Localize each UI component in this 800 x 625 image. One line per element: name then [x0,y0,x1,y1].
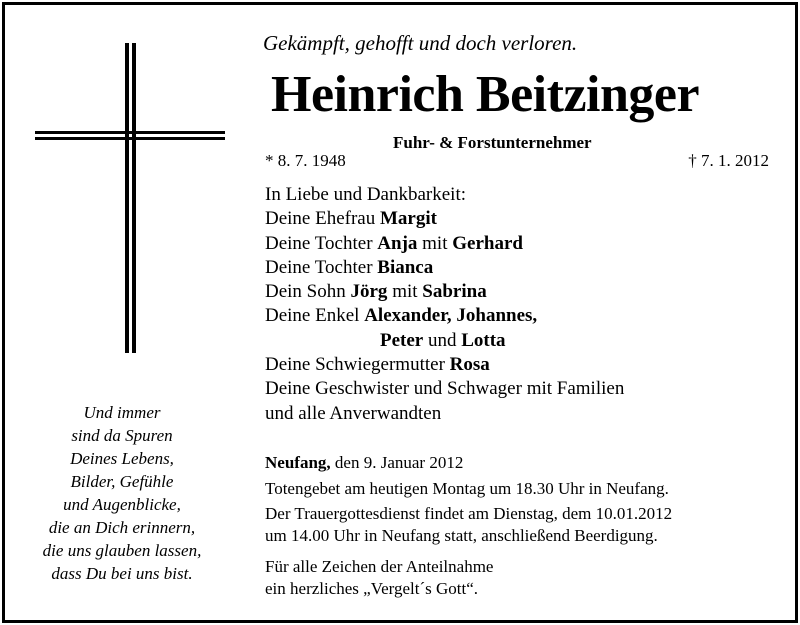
mourner-name: Alexander, Johannes, [364,305,538,327]
mourners-list [265,183,624,426]
mourner-label: Dein Sohn [265,281,351,303]
thanks-line-2: ein herzliches „Vergelt´s Gott“. [265,578,479,598]
funeral-info [265,452,672,599]
mourner-son [265,280,624,304]
prayer-info: Totengebet am heutigen Montag um 18.30 Uhr in Neufang. [265,478,669,498]
mourner-name: Jörg [350,281,388,303]
mourner-name: Rosa [449,354,490,376]
poem-line: die uns glauben lassen, [42,541,202,560]
birth-date: * 8. 7. 1948 [265,151,346,170]
poem-line: Deines Lebens, [70,449,174,468]
mourner-name: Sabrina [422,281,487,303]
poem-line: sind da Spuren [71,426,173,445]
obituary-notice [2,2,798,623]
mourner-name: Anja [377,232,418,254]
death-date: † 7. 1. 2012 [688,151,769,170]
mourners-intro: In Liebe und Dankbarkeit: [265,184,467,205]
mourner-daughter-1 [265,232,624,256]
mourner-siblings: Deine Geschwister und Schwager mit Familien [265,378,625,400]
poem-line: dass Du bei uns bist. [51,564,193,583]
mourner-mother-in-law [265,353,624,377]
poem-line: Und immer [83,403,161,422]
deceased-name: Heinrich Beitzinger [271,66,700,123]
mourner-wife [265,207,624,231]
motto: Gekämpft, gehofft und doch verloren. [263,31,578,55]
mourner-name: Peter [380,329,424,351]
place-date [265,452,672,474]
mourner-connector: mit [417,232,453,254]
mourner-relatives: und alle Anverwandten [265,402,442,424]
place: Neufang, [265,453,331,472]
mourner-daughter-2 [265,256,624,280]
mourner-label: Deine Enkel [265,305,365,327]
mourner-label: Deine Tochter [265,256,378,278]
thanks-line-1: Für alle Zeichen der Anteilnahme [265,557,494,576]
mourner-label: Deine Tochter [265,232,378,254]
service-info-line-2: um 14.00 Uhr in Neufang statt, anschließend Beerdigung. [265,525,658,545]
mourner-name: Lotta [461,329,506,351]
mourner-grandchildren-cont [265,329,624,353]
mourner-name: Gerhard [452,232,523,254]
poem-line: Bilder, Gefühle [70,472,174,491]
poem [29,401,215,585]
occupation: Fuhr- & Forstunternehmer [393,133,592,152]
mourner-label: Deine Ehefrau [265,208,380,230]
mourner-name: Margit [380,208,437,230]
poem-line: die an Dich erinnern, [48,518,196,537]
date: den 9. Januar 2012 [330,453,464,472]
mourner-label: Deine Schwiegermutter [265,354,450,376]
mourner-grandchildren [265,304,624,328]
mourner-connector: und [423,329,462,351]
mourner-connector: mit [387,281,423,303]
service-info-line-1: Der Trauergottesdienst findet am Dienstag, dem 10.01.2012 [265,504,673,523]
mourner-name: Bianca [377,256,434,278]
poem-line: und Augenblicke, [63,495,181,514]
cross-icon [35,43,225,353]
